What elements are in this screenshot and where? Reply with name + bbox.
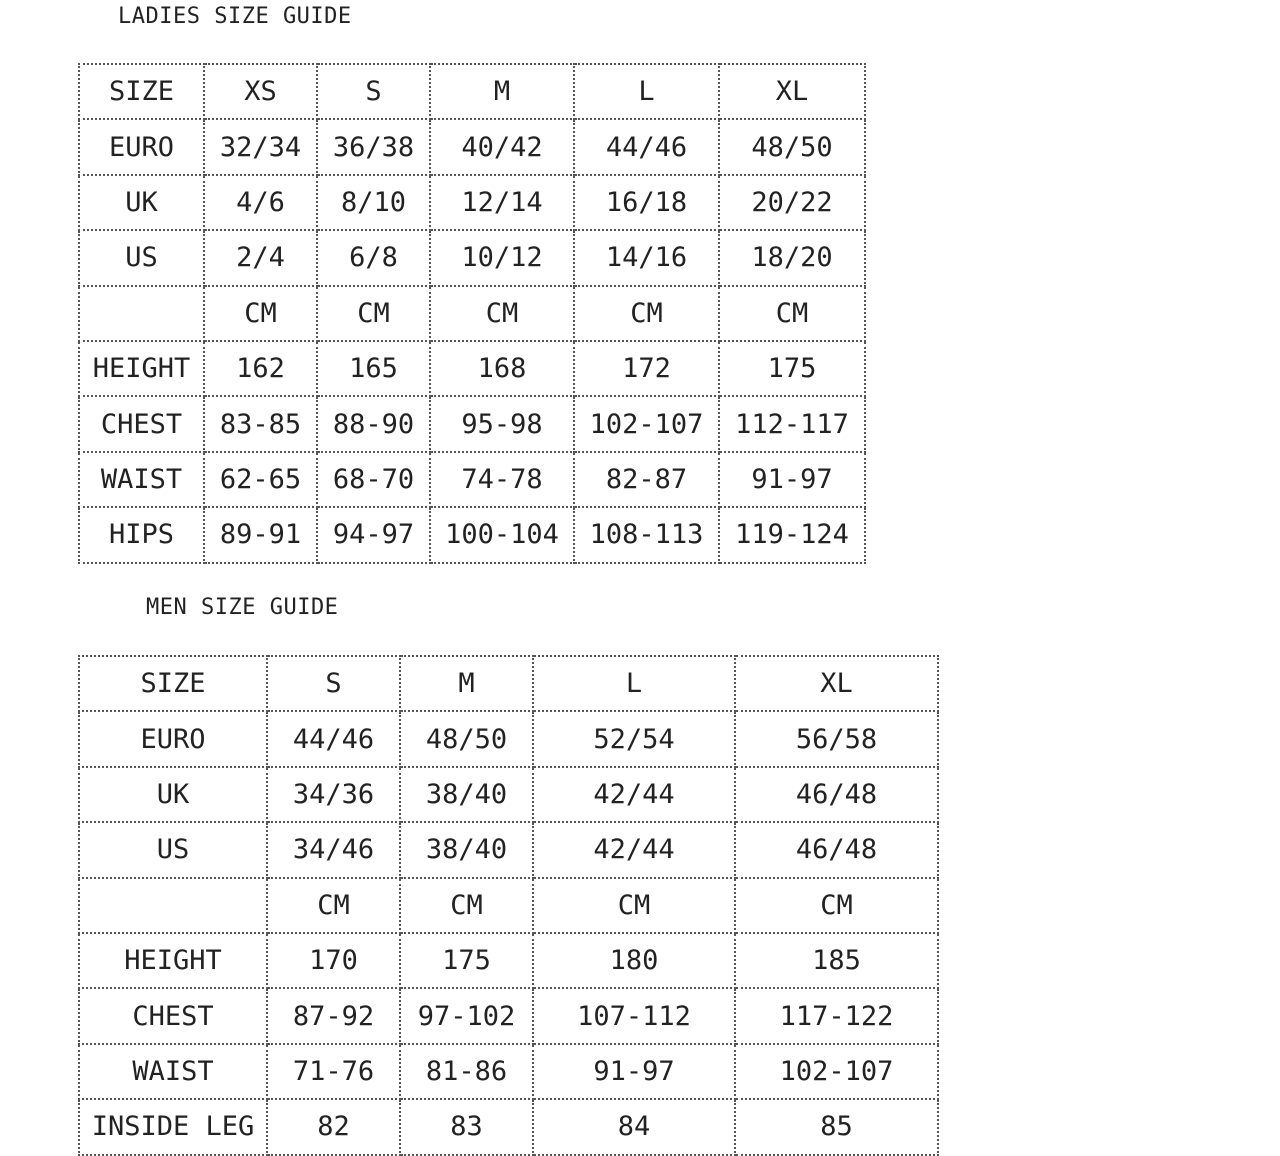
table-cell: 81-86 (400, 1044, 533, 1099)
table-row (79, 988, 938, 1043)
men-table-body (79, 656, 938, 1155)
table-cell: 62-65 (204, 452, 317, 507)
table-row (79, 119, 865, 174)
table-cell: 52/54 (533, 711, 735, 766)
table-row (79, 230, 865, 285)
header-cell: XL (719, 64, 865, 119)
ladies-table-body (79, 64, 865, 563)
table-cell: 185 (735, 933, 938, 988)
table-cell: 102-107 (574, 396, 719, 451)
table-cell: 87-92 (267, 988, 400, 1043)
table-cell: 20/22 (719, 175, 865, 230)
ladies-size-table (78, 63, 866, 564)
table-row (79, 452, 865, 507)
header-cell: M (400, 656, 533, 711)
table-cell: 16/18 (574, 175, 719, 230)
table-cell: 8/10 (317, 175, 430, 230)
row-label-cell: HEIGHT (79, 933, 267, 988)
table-cell: 36/38 (317, 119, 430, 174)
header-cell: S (267, 656, 400, 711)
row-label-cell (79, 286, 204, 341)
table-cell: CM (735, 878, 938, 933)
table-cell: CM (400, 878, 533, 933)
table-row (79, 767, 938, 822)
table-row (79, 878, 938, 933)
table-cell: 34/46 (267, 822, 400, 877)
table-cell: 44/46 (574, 119, 719, 174)
table-cell: 83 (400, 1099, 533, 1154)
table-cell: 84 (533, 1099, 735, 1154)
table-cell: 102-107 (735, 1044, 938, 1099)
table-cell: 4/6 (204, 175, 317, 230)
table-row (79, 822, 938, 877)
table-row (79, 1044, 938, 1099)
header-cell: XS (204, 64, 317, 119)
table-row (79, 656, 938, 711)
table-cell: CM (317, 286, 430, 341)
row-label-cell: HIPS (79, 507, 204, 562)
table-cell: 170 (267, 933, 400, 988)
table-row (79, 64, 865, 119)
header-cell: S (317, 64, 430, 119)
table-cell: 94-97 (317, 507, 430, 562)
table-cell: CM (533, 878, 735, 933)
row-label-cell: WAIST (79, 452, 204, 507)
table-cell: 6/8 (317, 230, 430, 285)
row-label-cell: WAIST (79, 1044, 267, 1099)
table-cell: 38/40 (400, 767, 533, 822)
table-cell: 112-117 (719, 396, 865, 451)
men-size-table (78, 655, 939, 1156)
table-cell: 168 (430, 341, 574, 396)
table-row (79, 175, 865, 230)
row-label-cell: US (79, 822, 267, 877)
table-row (79, 396, 865, 451)
header-cell: XL (735, 656, 938, 711)
table-cell: 108-113 (574, 507, 719, 562)
table-cell: 175 (400, 933, 533, 988)
table-cell: 42/44 (533, 767, 735, 822)
table-cell: 46/48 (735, 767, 938, 822)
table-cell: 180 (533, 933, 735, 988)
ladies-size-guide-title: LADIES SIZE GUIDE (118, 4, 352, 29)
table-cell: 107-112 (533, 988, 735, 1043)
header-cell: L (574, 64, 719, 119)
table-row (79, 933, 938, 988)
table-cell: CM (574, 286, 719, 341)
table-cell: 40/42 (430, 119, 574, 174)
table-row (79, 341, 865, 396)
table-row (79, 507, 865, 562)
table-cell: CM (267, 878, 400, 933)
table-cell: 48/50 (719, 119, 865, 174)
table-cell: 95-98 (430, 396, 574, 451)
row-label-cell (79, 878, 267, 933)
table-cell: 89-91 (204, 507, 317, 562)
table-cell: 46/48 (735, 822, 938, 877)
table-cell: 10/12 (430, 230, 574, 285)
table-cell: 97-102 (400, 988, 533, 1043)
table-cell: 74-78 (430, 452, 574, 507)
table-cell: 44/46 (267, 711, 400, 766)
table-cell: 165 (317, 341, 430, 396)
table-row (79, 286, 865, 341)
row-label-cell: INSIDE LEG (79, 1099, 267, 1154)
table-cell: 91-97 (719, 452, 865, 507)
row-label-cell: HEIGHT (79, 341, 204, 396)
table-cell: CM (719, 286, 865, 341)
men-size-guide-title: MEN SIZE GUIDE (146, 595, 339, 620)
table-cell: 12/14 (430, 175, 574, 230)
table-cell: 172 (574, 341, 719, 396)
table-cell: 100-104 (430, 507, 574, 562)
row-label-cell: UK (79, 767, 267, 822)
row-label-cell: CHEST (79, 396, 204, 451)
table-cell: 34/36 (267, 767, 400, 822)
table-cell: 162 (204, 341, 317, 396)
table-cell: 82 (267, 1099, 400, 1154)
header-cell: M (430, 64, 574, 119)
table-cell: 85 (735, 1099, 938, 1154)
table-cell: CM (204, 286, 317, 341)
table-cell: 68-70 (317, 452, 430, 507)
table-cell: 82-87 (574, 452, 719, 507)
table-cell: 119-124 (719, 507, 865, 562)
table-cell: 32/34 (204, 119, 317, 174)
header-cell: L (533, 656, 735, 711)
row-label-cell: CHEST (79, 988, 267, 1043)
header-cell: SIZE (79, 64, 204, 119)
table-cell: 56/58 (735, 711, 938, 766)
table-cell: 91-97 (533, 1044, 735, 1099)
row-label-cell: US (79, 230, 204, 285)
table-row (79, 711, 938, 766)
row-label-cell: UK (79, 175, 204, 230)
row-label-cell: EURO (79, 711, 267, 766)
table-cell: 38/40 (400, 822, 533, 877)
table-cell: 18/20 (719, 230, 865, 285)
table-cell: 42/44 (533, 822, 735, 877)
table-cell: 83-85 (204, 396, 317, 451)
row-label-cell: EURO (79, 119, 204, 174)
table-cell: 14/16 (574, 230, 719, 285)
table-cell: CM (430, 286, 574, 341)
table-cell: 117-122 (735, 988, 938, 1043)
table-cell: 88-90 (317, 396, 430, 451)
table-cell: 71-76 (267, 1044, 400, 1099)
table-cell: 2/4 (204, 230, 317, 285)
table-cell: 175 (719, 341, 865, 396)
table-row (79, 1099, 938, 1154)
table-cell: 48/50 (400, 711, 533, 766)
header-cell: SIZE (79, 656, 267, 711)
